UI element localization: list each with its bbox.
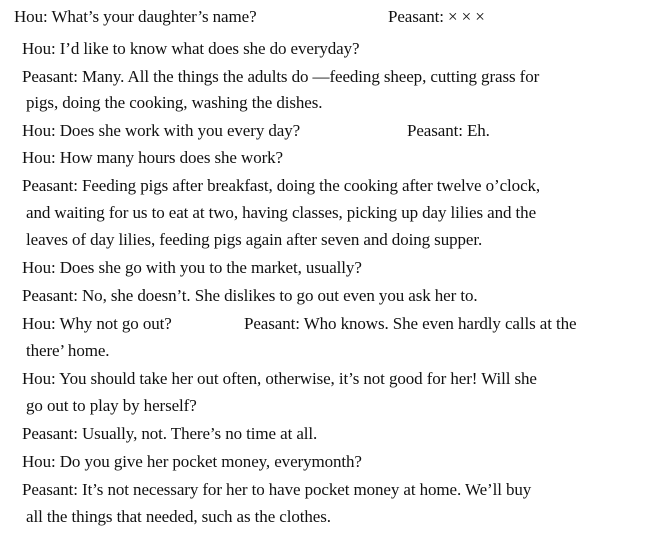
line-work-question <box>22 121 300 141</box>
peasant-go-out-answer-2: there’ home. <box>26 341 110 360</box>
line-hours-answer-3 <box>26 230 482 250</box>
hou-take-out-question-2: go out to play by herself? <box>26 396 197 415</box>
line-market-question <box>22 258 362 278</box>
peasant-hours-answer-1: Peasant: Feeding pigs after breakfast, doing the cooking after twelve o’clock, <box>22 176 541 195</box>
peasant-work-answer: Peasant: Eh. <box>407 121 490 140</box>
line-hours-question <box>22 148 283 168</box>
hou-market-question: Hou: Does she go with you to the market, usually? <box>22 258 362 277</box>
hou-hours-question: Hou: How many hours does she work? <box>22 148 284 167</box>
line-name-answer <box>388 7 485 27</box>
peasant-name-answer: Peasant: × × × <box>388 7 485 26</box>
peasant-play-answer: Peasant: Usually, not. There’s no time at all. <box>22 424 318 443</box>
hou-name-question: Hou: What’s your daughter’s name? <box>14 7 257 26</box>
line-work-answer <box>407 121 490 141</box>
peasant-money-answer-2: all the things that needed, such as the clothes. <box>26 507 331 526</box>
peasant-hours-answer-3: leaves of day lilies, feeding pigs again after seven and doing supper. <box>26 230 483 249</box>
line-money-answer-2 <box>26 507 331 527</box>
hou-go-out-question: Hou: Why not go out? <box>22 314 172 333</box>
line-take-out-question-1 <box>22 369 537 389</box>
peasant-hours-answer-2: and waiting for us to eat at two, having classes, picking up day lilies and the <box>26 203 537 222</box>
line-money-answer-1 <box>22 480 531 500</box>
peasant-daily-answer-2: pigs, doing the cooking, washing the dishes. <box>26 93 323 112</box>
line-market-answer <box>22 286 478 306</box>
hou-take-out-question-1: Hou: You should take her out often, otherwise, it’s not good for her! Will she <box>22 369 537 388</box>
line-go-out-answer-1 <box>244 314 576 334</box>
line-hours-answer-2 <box>26 203 536 223</box>
line-hours-answer-1 <box>22 176 540 196</box>
line-take-out-question-2 <box>26 396 197 416</box>
line-play-answer <box>22 424 317 444</box>
hou-money-question: Hou: Do you give her pocket money, everymonth? <box>22 452 362 471</box>
hou-work-question: Hou: Does she work with you every day? <box>22 121 301 140</box>
line-name-question <box>14 7 257 27</box>
line-daily-question <box>22 39 359 59</box>
line-money-question <box>22 452 362 472</box>
peasant-market-answer: Peasant: No, she doesn’t. She dislikes to go out even you ask her to. <box>22 286 478 305</box>
peasant-money-answer-1: Peasant: It’s not necessary for her to have pocket money at home. We’ll buy <box>22 480 532 499</box>
line-go-out-question <box>22 314 172 334</box>
line-go-out-answer-2 <box>26 341 109 361</box>
peasant-daily-answer-1: Peasant: Many. All the things the adults do —feeding sheep, cutting grass for <box>22 67 540 86</box>
hou-daily-question: Hou: I’d like to know what does she do everyday? <box>22 39 360 58</box>
peasant-go-out-answer-1: Peasant: Who knows. She even hardly calls at the <box>244 314 577 333</box>
line-daily-answer-1 <box>22 67 539 87</box>
line-daily-answer-2 <box>26 93 322 113</box>
